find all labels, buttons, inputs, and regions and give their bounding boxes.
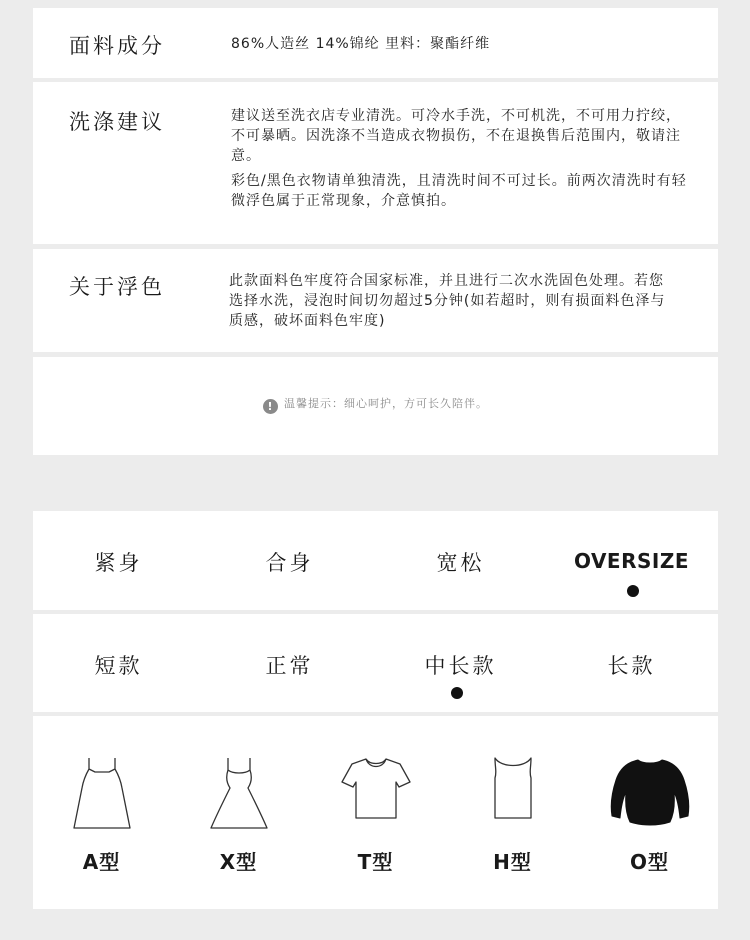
fit-option-tight: 紧身 <box>94 551 143 575</box>
silhouette-h-label: H型 <box>493 850 532 874</box>
care-tip <box>33 395 718 414</box>
t-shirt-icon <box>340 756 412 820</box>
washing-advice-paragraph-2: 彩色/黑色衣物请单独清洗，且清洗时间不可过长。前两次清洗时有轻微浮色属于正常现象，介意慎拍。 <box>231 173 687 209</box>
length-option-short: 短款 <box>94 654 143 678</box>
length-option-normal: 正常 <box>265 654 314 678</box>
care-tip-panel <box>33 357 718 455</box>
fabric-composition-paragraph: 86%人造丝 14%锦纶 里料：聚酯纤维 <box>231 36 491 52</box>
care-tip-text: 温馨提示：细心呵护，方可长久陪伴。 <box>284 397 488 410</box>
fit-option-loose: 宽松 <box>436 551 485 575</box>
silhouette-x <box>170 756 307 834</box>
silhouette-row <box>33 716 718 909</box>
a-line-dress-icon <box>72 756 132 830</box>
fabric-composition-label: 面料成分 <box>69 34 165 58</box>
color-bleed-paragraph: 此款面料色牢度符合国家标准，并且进行二次水洗固色处理。若您选择水洗，浸泡时间切勿超过5分钟(如若超时，则有损面料色泽与质感，破坏面料色牢度) <box>229 273 666 329</box>
x-line-dress-icon <box>209 756 269 830</box>
silhouette-a-label: A型 <box>82 850 121 874</box>
silhouette-x-label: X型 <box>219 850 258 874</box>
color-bleed-label: 关于浮色 <box>69 275 165 299</box>
exclamation-icon: ! <box>263 399 278 414</box>
color-bleed-text <box>229 271 677 331</box>
silhouette-o <box>581 756 718 830</box>
fit-option-oversize: OVERSIZE <box>573 549 689 573</box>
length-row <box>33 614 718 712</box>
silhouette-o-label: O型 <box>629 850 669 874</box>
length-option-long: 长款 <box>607 654 656 678</box>
silhouette-a <box>33 756 170 834</box>
washing-advice-text <box>231 106 693 211</box>
color-bleed-row <box>33 249 718 352</box>
silhouette-h <box>444 756 581 824</box>
washing-advice-paragraph-1: 建议送至洗衣店专业清洗。可冷水手洗，不可机洗，不可用力拧绞，不可暴晒。因洗涤不当造成衣物损伤，不在退换售后范围内，敬请注意。 <box>231 108 681 164</box>
length-selected-indicator <box>451 687 463 699</box>
fabric-composition-text <box>231 34 691 54</box>
fit-row <box>33 511 718 610</box>
silhouette-t <box>307 756 444 824</box>
silhouette-t-label: T型 <box>357 850 394 874</box>
length-option-mid-long: 中长款 <box>424 654 497 678</box>
fabric-composition-row <box>33 8 718 78</box>
washing-advice-row <box>33 82 718 244</box>
h-line-tank-icon <box>489 756 537 820</box>
fit-option-regular: 合身 <box>265 551 314 575</box>
washing-advice-label: 洗涤建议 <box>69 110 165 134</box>
fit-selected-indicator <box>627 585 639 597</box>
o-line-top-icon <box>610 756 690 826</box>
